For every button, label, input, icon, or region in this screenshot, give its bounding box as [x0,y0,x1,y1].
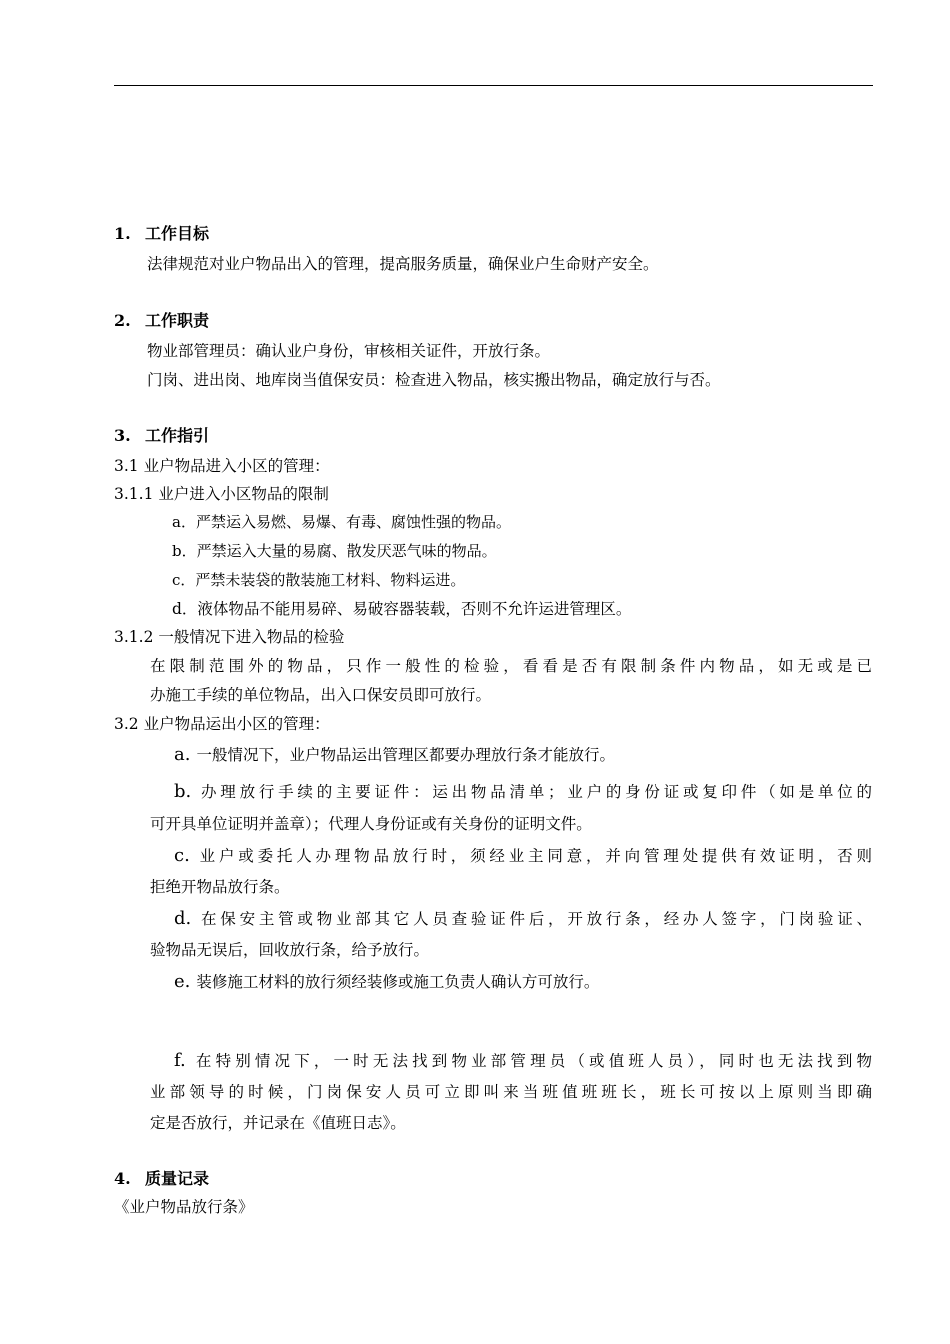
release-item-f-line: 定是否放行，并记录在《值班日志》。 [150,1114,406,1132]
section-2-body-line: 门岗、进出岗、地库岗当值保安员：检查进入物品，核实搬出物品，确定放行与否。 [147,371,721,389]
subsection-3-1-2-title: 3.1.2 一般情况下进入物品的检验 [114,628,345,646]
section-4-heading: 4. 质量记录 [114,1169,210,1188]
release-item-b-line: 可开具单位证明并盖章）；代理人身份证或有关身份的证明文件。 [150,815,592,833]
release-item-f: f. 在特别情况下，一时无法找到物业部管理员（或值班人员），同时也无法找到物 [174,1050,872,1071]
restriction-item: d．液体物品不能用易碎、易破容器装载，否则不允许运进管理区。 [172,600,632,618]
subsection-3-1-title: 3.1 业户物品进入小区的管理： [114,457,330,475]
release-item-d-line: 验物品无误后，回收放行条，给予放行。 [150,941,430,959]
restriction-item: c．严禁未装袋的散装施工材料、物料运进。 [172,571,466,589]
release-item-b: b. 办理放行手续的主要证件：运出物品清单；业户的身份证或复印件（如是单位的 [174,781,872,802]
quality-record-item: 《业户物品放行条》 [114,1198,254,1216]
release-item-a: a. 一般情况下，业户物品运出管理区都要办理放行条才能放行。 [174,744,615,765]
restriction-item: b．严禁运入大量的易腐、散发厌恶气味的物品。 [172,542,497,560]
section-3-heading: 3. 工作指引 [114,426,210,445]
release-item-c-line: 拒绝开物品放行条。 [150,878,290,896]
section-2-body-line: 物业部管理员：确认业户身份，审核相关证件，开放行条。 [147,342,551,360]
release-item-f-line: 业部领导的时候，门岗保安人员可立即叫来当班值班班长，班长可按以上原则当即确 [150,1083,872,1101]
release-item-e: e. 装修施工材料的放行须经装修或施工负责人确认方可放行。 [174,971,600,992]
header-rule [114,85,873,86]
section-1-heading: 1. 工作目标 [114,224,210,243]
subsection-3-2-title: 3.2 业户物品运出小区的管理： [114,715,330,733]
inspection-text-line: 办施工手续的单位物品，出入口保安员即可放行。 [150,686,492,704]
restriction-item: a．严禁运入易燃、易爆、有毒、腐蚀性强的物品。 [172,513,511,531]
section-1-body: 法律规范对业户物品出入的管理，提高服务质量，确保业户生命财产安全。 [147,255,659,273]
release-item-d: d. 在保安主管或物业部其它人员查验证件后，开放行条，经办人签字，门岗验证、 [174,908,872,929]
section-2-heading: 2. 工作职责 [114,311,210,330]
release-item-c: c. 业户或委托人办理物品放行时，须经业主同意，并向管理处提供有效证明，否则 [174,845,872,866]
inspection-text-line: 在限制范围外的物品，只作一般性的检验，看看是否有限制条件内物品，如无或是已 [150,657,872,675]
subsection-3-1-1-title: 3.1.1 业户进入小区物品的限制 [114,485,329,503]
